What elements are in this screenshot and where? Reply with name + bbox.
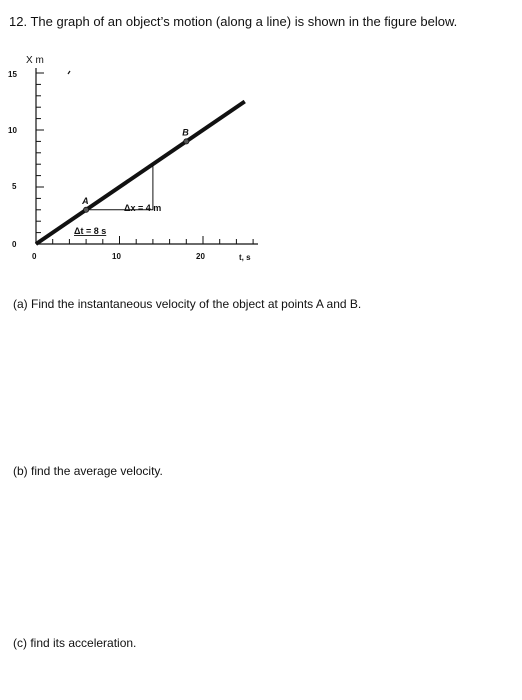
x-tick-0: 0 <box>32 252 37 261</box>
position-line <box>36 102 245 245</box>
position-time-graph <box>0 48 290 273</box>
part-c-text: (c) find its acceleration. <box>13 636 137 650</box>
y-axis-title: X m <box>26 55 44 66</box>
y-tick-10: 10 <box>8 126 17 135</box>
y-tick-5: 5 <box>12 182 17 191</box>
x-axis-title: t, s <box>239 253 251 262</box>
point-a-marker <box>84 207 89 212</box>
point-b-marker <box>184 139 189 144</box>
stray-mark <box>68 71 70 74</box>
delta-t-label: Δt = 8 s <box>74 226 107 236</box>
delta-x-label: Δx = 4 m <box>124 203 162 213</box>
part-b-text: (b) find the average velocity. <box>13 464 163 478</box>
y-tick-0: 0 <box>12 240 17 249</box>
x-tick-10: 10 <box>112 252 121 261</box>
x-tick-20: 20 <box>196 252 205 261</box>
point-b-label: B <box>182 127 189 138</box>
graph-svg <box>0 48 290 273</box>
point-a-label: A <box>82 195 89 206</box>
question-title: 12. The graph of an object’s motion (along a line) is shown in the figure below. <box>9 14 458 29</box>
part-a-text: (a) Find the instantaneous velocity of the object at points A and B. <box>13 297 362 311</box>
y-tick-15: 15 <box>8 70 17 79</box>
